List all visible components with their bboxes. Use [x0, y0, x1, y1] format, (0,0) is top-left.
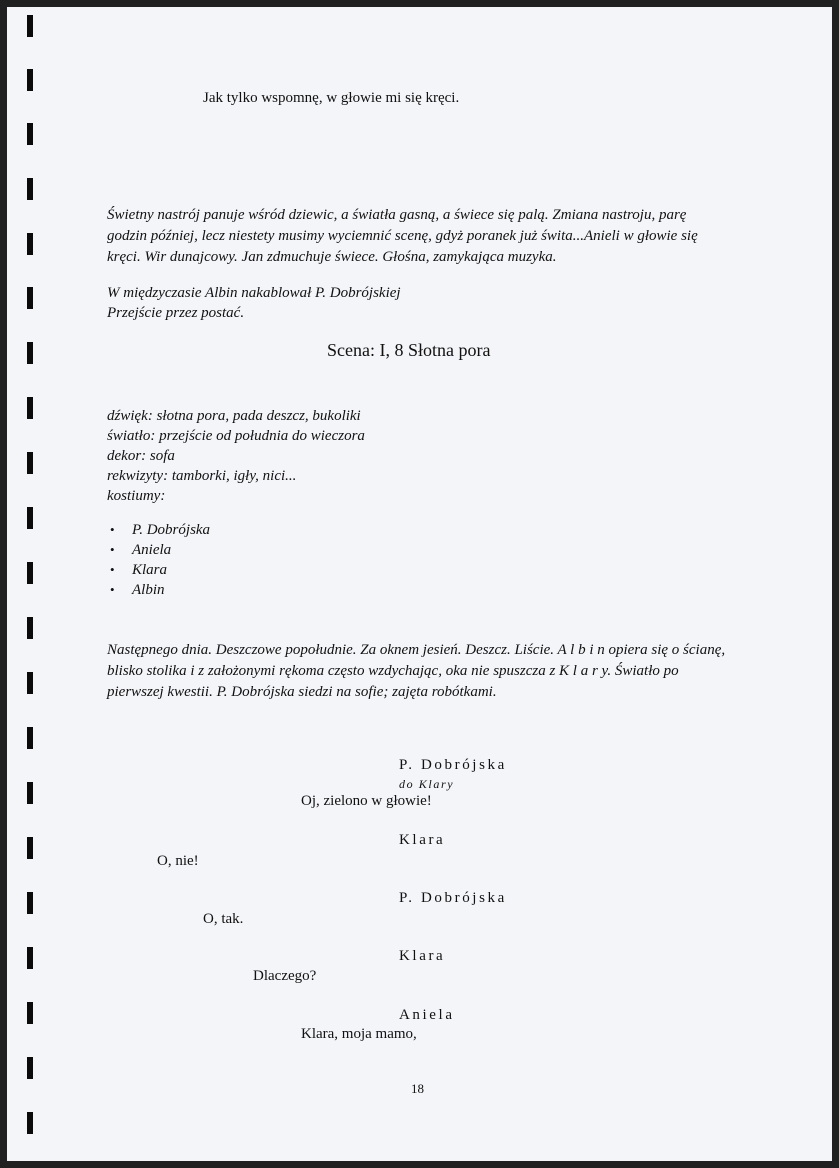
character-item: Albin	[132, 582, 165, 598]
binding-mark	[27, 123, 33, 145]
speaker-name: P. Dobrójska	[399, 757, 507, 773]
binding-mark	[27, 892, 33, 914]
intro-line: Jak tylko wspomnę, w głowie mi się kręci.	[203, 90, 460, 106]
binding-mark	[27, 178, 33, 200]
production-note: rekwizyty: tamborki, igły, nici...	[107, 468, 297, 484]
binding-mark	[27, 837, 33, 859]
speaker-name: P. Dobrójska	[399, 890, 507, 906]
document-page	[7, 7, 832, 1161]
character-item: Klara	[132, 562, 168, 578]
binding-mark	[27, 233, 33, 255]
dialogue-line: Klara, moja mamo,	[301, 1026, 417, 1042]
production-note: światło: przejście od południa do wieczora	[107, 428, 365, 444]
bullet-icon: •	[110, 542, 115, 557]
speaker-name: Klara	[399, 948, 446, 964]
binding-mark	[27, 782, 33, 804]
production-note: dekor: sofa	[107, 448, 175, 464]
binding-mark	[27, 1002, 33, 1024]
bullet-icon: •	[110, 582, 115, 597]
bullet-icon: •	[110, 522, 115, 537]
character-item: Aniela	[132, 542, 172, 558]
transition-paragraph: Świetny nastrój panuje wśród dziewic, a światła gasną, a świece się palą. Zmiana nastroju, parę godzin później, lecz niestety musimy wyciemnić scenę, gdyż poranek już świta...Anieli w głowie się kręci. Wir dunajcowy. Jan zdmuchuje świece. Głośna, zamykająca muzyka.	[107, 207, 698, 265]
binding-mark	[27, 1057, 33, 1079]
dialogue-line: Dlaczego?	[253, 968, 317, 984]
character-item: P. Dobrójska	[132, 522, 211, 538]
speaker-name: Aniela	[399, 1007, 455, 1023]
binding-mark	[27, 342, 33, 364]
binding-mark	[27, 727, 33, 749]
bullet-icon: •	[110, 562, 115, 577]
dialogue-line: O, nie!	[157, 853, 199, 869]
binding-mark	[27, 397, 33, 419]
binding-mark	[27, 507, 33, 529]
binding-mark	[27, 947, 33, 969]
stage-direction: Następnego dnia. Deszczowe popołudnie. Za oknem jesień. Deszcz. Liście. A l b i n opiera się o ścianę, blisko stolika i z założonymi rękoma często wzdychając, oka nie spuszcza z K l a r y. Światło po pierwszej kwestii. P. Dobrójska siedzi na sofie; zajęta robótkami.	[107, 642, 726, 700]
binding-mark	[27, 672, 33, 694]
binding-mark	[27, 562, 33, 584]
dialogue-line: O, tak.	[203, 911, 244, 927]
page-number: 18	[411, 1081, 424, 1096]
dialogue-line: Oj, zielono w głowie!	[301, 793, 432, 809]
scene-title: Scena: I, 8 Słotna pora	[327, 340, 491, 360]
production-note: dźwięk: słotna pora, pada deszcz, bukoliki	[107, 408, 361, 424]
binding-mark	[27, 69, 33, 91]
binding-mark	[27, 287, 33, 309]
speaker-name: Klara	[399, 832, 446, 848]
binding-mark	[27, 617, 33, 639]
binding-mark	[27, 15, 33, 37]
interlude-line: Przejście przez postać.	[107, 305, 245, 321]
binding-mark	[27, 452, 33, 474]
production-note: kostiumy:	[107, 488, 166, 504]
binding-mark	[27, 1112, 33, 1134]
interlude-line: W międzyczasie Albin nakablował P. Dobrójskiej	[107, 285, 401, 301]
speaker-note: do Klary	[399, 777, 455, 791]
